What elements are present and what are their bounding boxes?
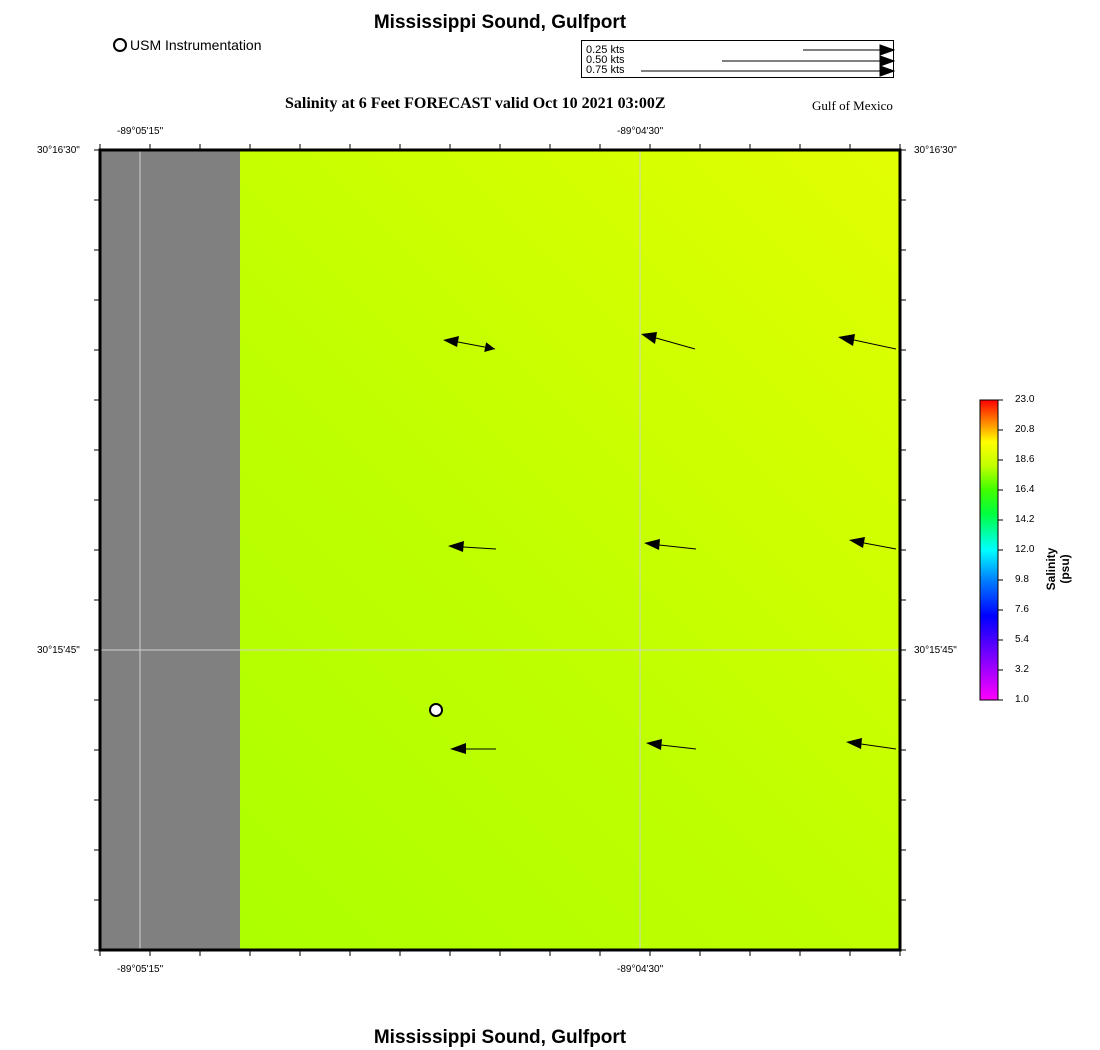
lat-label-left-2: 30°15'45"	[37, 645, 80, 656]
colorbar-tick-label: 18.6	[1015, 454, 1035, 465]
colorbar-tick-label: 9.8	[1015, 574, 1029, 585]
lon-label-bottom-1: -89°05'15"	[117, 964, 164, 975]
colorbar-title: Salinity (psu)	[1044, 547, 1072, 591]
vector-scale-label-3: 0.75 kts	[586, 64, 625, 76]
footer-title: Mississippi Sound, Gulfport	[373, 1027, 627, 1048]
vector-scale-arrows	[582, 41, 895, 79]
region-label: Gulf of Mexico	[812, 98, 893, 113]
salinity-colorbar	[975, 395, 1020, 707]
vector-scale-legend	[581, 40, 894, 78]
vector-scale-label-2: 0.50 kts	[586, 54, 625, 66]
colorbar-tick-label: 23.0	[1015, 394, 1035, 405]
legend-label: USM Instrumentation	[130, 37, 262, 53]
colorbar-tick-label: 12.0	[1015, 544, 1035, 555]
lat-label-left-1: 30°16'30"	[37, 145, 80, 156]
colorbar-tick-label: 16.4	[1015, 484, 1035, 495]
land-area	[100, 150, 240, 950]
vector-scale-label-1: 0.25 kts	[586, 44, 625, 56]
lon-label-bottom-2: -89°04'30"	[617, 964, 664, 975]
usm-instrumentation-legend	[113, 37, 262, 53]
lon-label-top-2: -89°04'30"	[617, 126, 664, 137]
colorbar-tick-label: 14.2	[1015, 514, 1035, 525]
lon-label-top-1: -89°05'15"	[117, 126, 164, 137]
instrument-marker-icon	[113, 38, 127, 52]
map-title: Mississippi Sound, Gulfport	[373, 12, 627, 33]
salinity-map	[90, 140, 910, 960]
lat-label-right-2: 30°15'45"	[914, 645, 957, 656]
map-subtitle: Salinity at 6 Feet FORECAST valid Oct 10 2021 03:00Z	[285, 95, 666, 112]
colorbar-tick-label: 7.6	[1015, 604, 1029, 615]
colorbar-tick-label: 20.8	[1015, 424, 1035, 435]
colorbar-tick-label: 1.0	[1015, 694, 1029, 705]
colorbar-tick-label: 5.4	[1015, 634, 1029, 645]
usm-instrument-marker	[430, 704, 442, 716]
colorbar-tick-label: 3.2	[1015, 664, 1029, 675]
lat-label-right-1: 30°16'30"	[914, 145, 957, 156]
